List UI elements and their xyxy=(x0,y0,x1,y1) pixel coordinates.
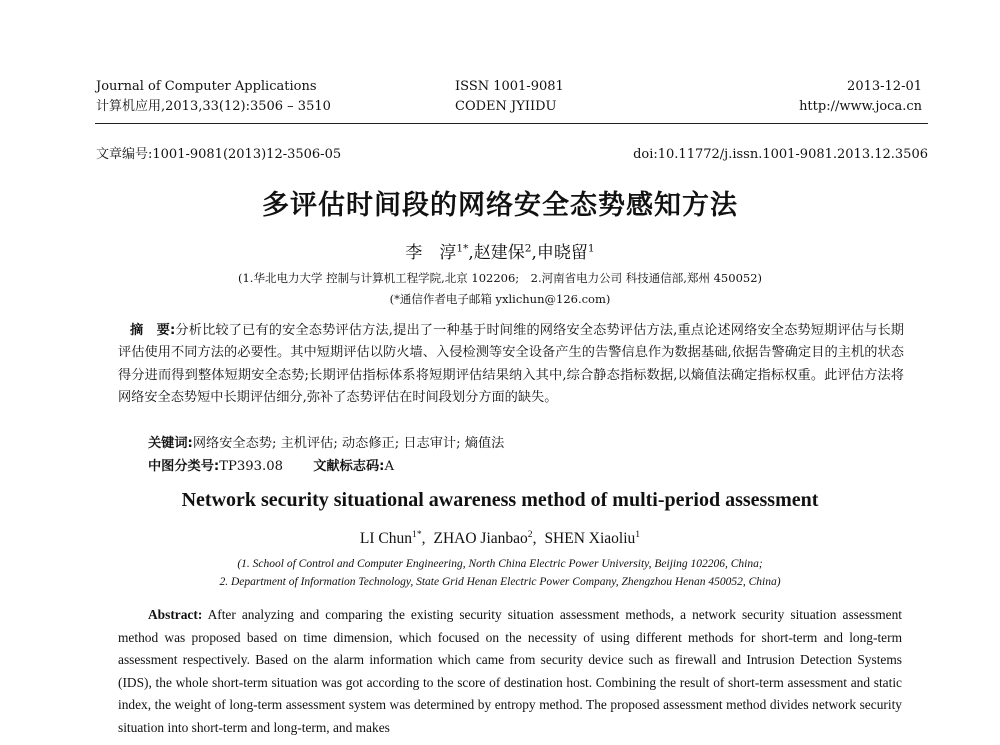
contact-cn: (*通信作者电子邮箱 yxlichun@126.com) xyxy=(389,292,611,306)
affiliation-en-1: (1. School of Control and Computer Engineering, North China Electric Power University, Beijing 102206, China; xyxy=(237,558,763,570)
affiliation-cn: (1.华北电力大学 控制与计算机工程学院,北京 102206; 2.河南省电力公司 科技通信部,郑州 450052) xyxy=(237,271,763,285)
abstract-cn-label: 摘 要: xyxy=(130,323,176,338)
authors-cn xyxy=(0,238,1000,263)
author-en: SHEN Xiaoliu xyxy=(544,530,636,547)
authors-en xyxy=(0,530,1000,548)
author-separator: , xyxy=(531,243,537,263)
keywords-cn-text: 网络安全态势; 主机评估; 动态修正; 日志审计; 熵值法 xyxy=(192,436,505,451)
journal-name-en: Journal of Computer Applications xyxy=(96,79,317,94)
title-en: Network security situational awareness method of multi-period assessment xyxy=(181,489,819,511)
header-rule xyxy=(95,123,928,124)
author-separator: , xyxy=(532,530,537,547)
author-mark: 1* xyxy=(456,242,469,255)
keywords-cn-label: 关键词: xyxy=(148,436,193,451)
abstract-en-text: After analyzing and comparing the existing security situation assessment methods, a network security situation assessment method was proposed based on time dimension, which focused on the necessity of using different methods for short-term and long-term assessment respectively. Based on the alarm information which came from security device such as firewall and Intrusion Detection Systems (IDS), the whole short-term situation was got according to the score of destination host. Combining the result of short-term assessment and static index, the weight of long-term assessment system was determined by entropy method. The proposed assessment method divides network security situation into short-term and long-term, and makes xyxy=(118,607,903,735)
author-mark: 2 xyxy=(527,528,533,540)
doc-code-value: A xyxy=(384,459,394,474)
issn: ISSN 1001-9081 xyxy=(455,79,564,94)
author-en: ZHAO Jianbao xyxy=(433,530,528,547)
title-cn: 多评估时间段的网络安全态势感知方法 xyxy=(262,190,738,221)
affiliation-en-2: 2. Department of Information Technology, State Grid Henan Electric Power Company, Zhengzhou Henan 450052, China) xyxy=(219,576,781,588)
author-cn: 李 淳 xyxy=(405,243,457,263)
author-mark: 1* xyxy=(412,528,422,540)
author-mark: 1 xyxy=(587,242,595,255)
abstract-en xyxy=(118,604,902,740)
keywords-cn xyxy=(148,432,504,451)
author-separator: , xyxy=(468,243,474,263)
doi[interactable]: doi:10.11772/j.issn.1001-9081.2013.12.3506 xyxy=(633,147,928,162)
author-mark: 2 xyxy=(524,242,532,255)
coden: CODEN JYIIDU xyxy=(455,99,557,114)
abstract-cn-text: 分析比较了已有的安全态势评估方法,提出了一种基于时间维的网络安全态势评估方法,重点论述网络安全态势短期评估与长期评估使用不同方法的必要性。其中短期评估以防火墙、入侵检测等安全设备产生的告警信息作为数据基础,依据告警确定目的主机的状态得分进而得到整体短期安全态势;长期评估指标体系将短期评估结果纳入其中,综合静态指标数据,以熵值法确定指标权重。此评估方法将网络安全态势短中长期评估细分,弥补了态势评估在时间段划分方面的缺失。 xyxy=(118,323,904,406)
clc-label: 中图分类号: xyxy=(148,459,220,474)
clc-value: TP393.08 xyxy=(219,459,284,474)
publish-date: 2013-12-01 xyxy=(847,79,922,94)
author-mark: 1 xyxy=(635,528,641,540)
author-cn: 赵建保 xyxy=(473,243,525,263)
abstract-cn xyxy=(118,320,904,410)
author-cn: 申晓留 xyxy=(536,243,588,263)
classification xyxy=(148,455,394,474)
article-number: 文章编号:1001-9081(2013)12-3506-05 xyxy=(96,147,342,162)
author-en: LI Chun xyxy=(359,530,413,547)
author-separator: , xyxy=(421,530,426,547)
journal-url[interactable]: http://www.joca.cn xyxy=(799,99,922,114)
doc-code-label: 文献标志码: xyxy=(313,459,385,474)
journal-citation-cn: 计算机应用,2013,33(12):3506 – 3510 xyxy=(96,99,331,114)
abstract-en-label: Abstract: xyxy=(148,607,203,622)
